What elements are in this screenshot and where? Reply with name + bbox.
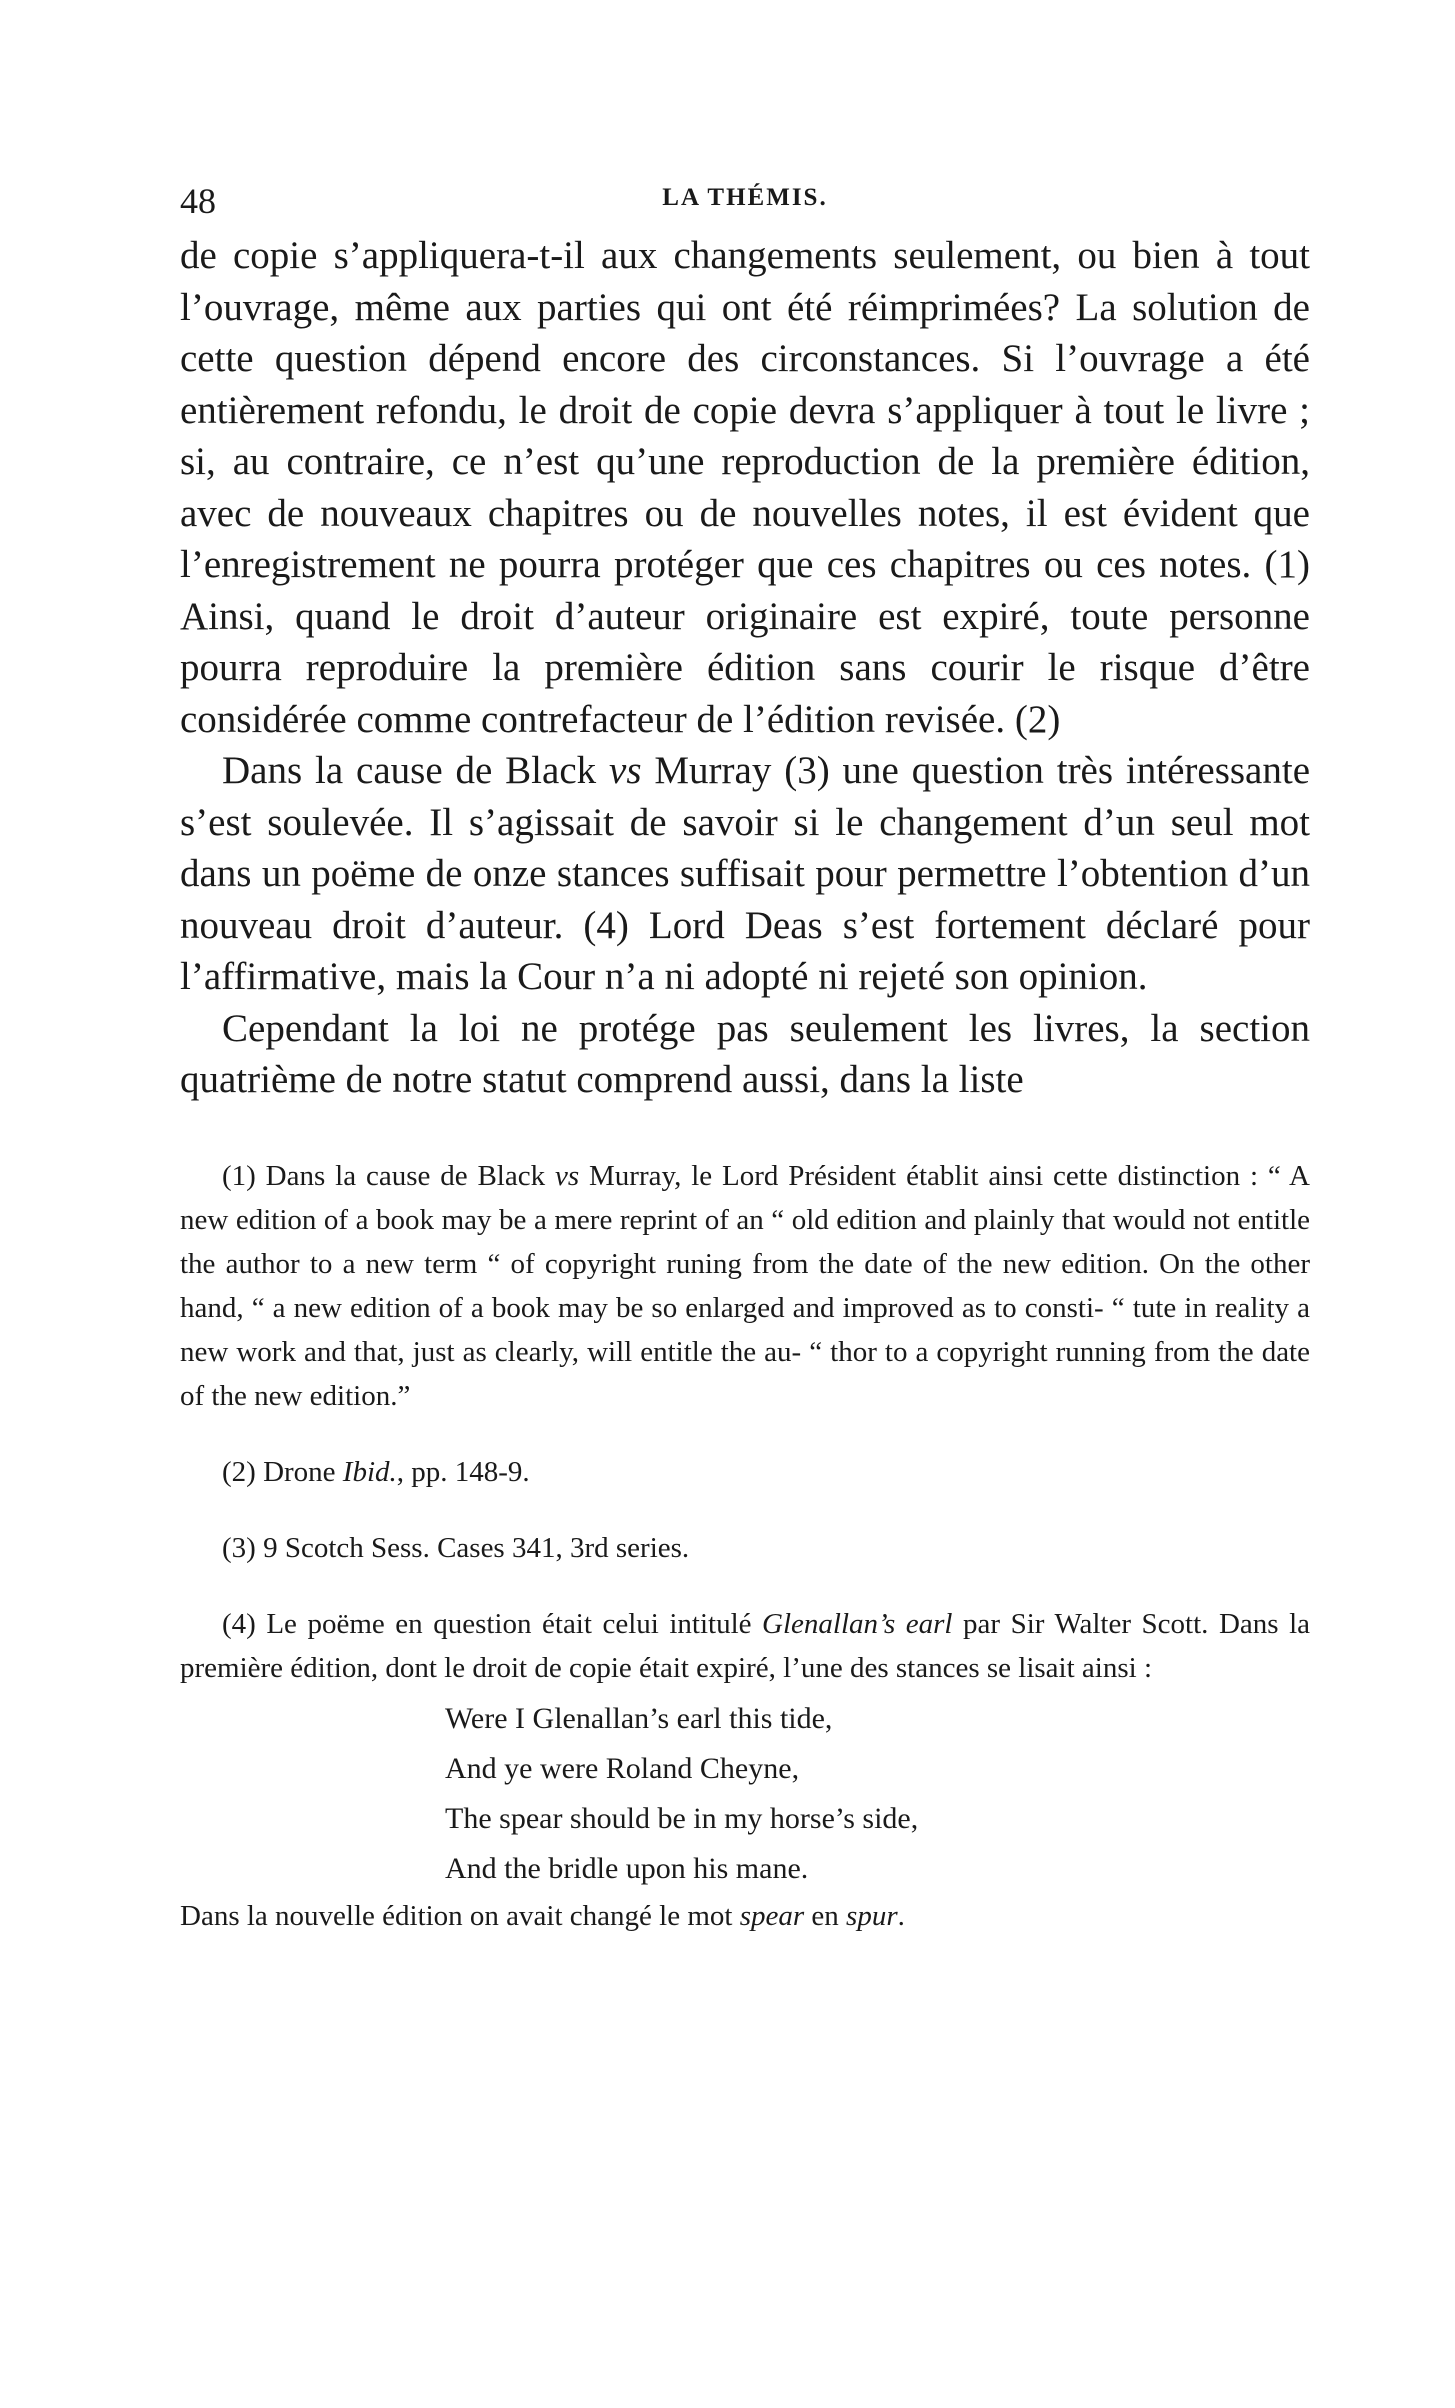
footnote-1-text-cont: Murray, le Lord Président établit ainsi cette distinction : “ A new edition of a book may be a mere reprint of an “ old edition and plainly that would not entitle the author to a new term “ of copyright runing from the date of the new edition. On the other hand, “ a new edition of a book may be so enlarged and improved as to consti- “ tute in reality a new work and that, just as clearly, will entitle the au- “ thor to a copyright running from the date of the new edition.” (180, 1159, 1310, 1412)
closing-text: Dans la nouvelle édition on avait changé le mot (180, 1899, 740, 1932)
footnote-closing (180, 1894, 1310, 1938)
poem-line: And the bridle upon his mane. (445, 1851, 809, 1885)
document-page (180, 170, 1310, 1938)
poem-stanza (445, 1694, 1310, 1894)
footnotes (180, 1154, 1310, 1938)
paragraph-2-text: Dans la cause de Black (222, 749, 610, 792)
poem-line: And ye were Roland Cheyne, (445, 1751, 800, 1785)
footnote-4-text-cont: par Sir Walter Scott. Dans la première édition, dont le droit de copie était expiré, l’une des stances se lisait ainsi : (180, 1607, 1311, 1684)
footnote-1-text: (1) Dans la cause de Black (222, 1159, 555, 1192)
footnote-2-italic: Ibid. (342, 1455, 397, 1488)
footnote-1-italic: vs (554, 1159, 580, 1192)
closing-italic-spur: spur (846, 1899, 898, 1932)
paragraph-2-text-cont: Murray (3) une question très intéressante s’est soulevée. Il s’agissait de savoir si le changement d’un seul mot dans un poëme de onze stances suffisait pour permettre l’obtention d’un nouveau droit d’auteur. (4) Lord Deas s’est fortement déclaré pour l’affirmative, mais la Cour n’a ni adopté ni rejeté son opinion. (180, 749, 1311, 998)
footnote-1 (180, 1154, 1310, 1418)
footnote-2-text-cont: , pp. 148-9. (396, 1455, 530, 1488)
page-header (180, 170, 1310, 230)
poem-line: Were I Glenallan’s earl this tide, (445, 1701, 833, 1735)
paragraph-2-italic: vs (609, 749, 642, 792)
page-number: 48 (180, 181, 216, 221)
closing-text-mid: en (804, 1899, 847, 1932)
footnote-3: (3) 9 Scotch Sess. Cases 341, 3rd series. (222, 1531, 690, 1564)
footnote-4-text: (4) Le poëme en question était celui intitulé (222, 1607, 763, 1640)
paragraph-1: de copie s’appliquera-t-il aux changements seulement, ou bien à tout l’ouvrage, même aux parties qui ont été réimprimées? La solution de cette question dépend encore des circonstances. Si l’ouvrage a été entièrement refondu, le droit de copie devra s’appliquer à tout le livre ; si, au contraire, ce n’est qu’une reproduction de la première édition, avec de nouveaux chapitres ou de nouvelles notes, il est évident que l’enregistrement ne pourra protéger que ces chapitres ou ces notes. (1) Ainsi, quand le droit d’auteur originaire est expiré, toute personne pourra reproduire la première édition sans courir le risque d’être considérée comme contrefacteur de l’édition revisée. (2) (180, 234, 1310, 741)
closing-italic-spear: spear (739, 1899, 805, 1932)
footnote-2 (180, 1450, 1310, 1494)
paragraph-2 (180, 745, 1310, 1003)
footnote-2-text: (2) Drone (222, 1455, 343, 1488)
body-text (180, 230, 1310, 1106)
footnote-4 (180, 1602, 1310, 1690)
running-title: LA THÉMIS. (662, 184, 828, 211)
footnote-4-italic: Glenallan’s earl (762, 1607, 953, 1640)
paragraph-3: Cependant la loi ne protége pas seulement les livres, la section quatrième de notre statut comprend aussi, dans la liste (180, 1006, 1310, 1101)
closing-text-end: . (897, 1899, 905, 1932)
poem-line: The spear should be in my horse’s side, (445, 1801, 919, 1835)
